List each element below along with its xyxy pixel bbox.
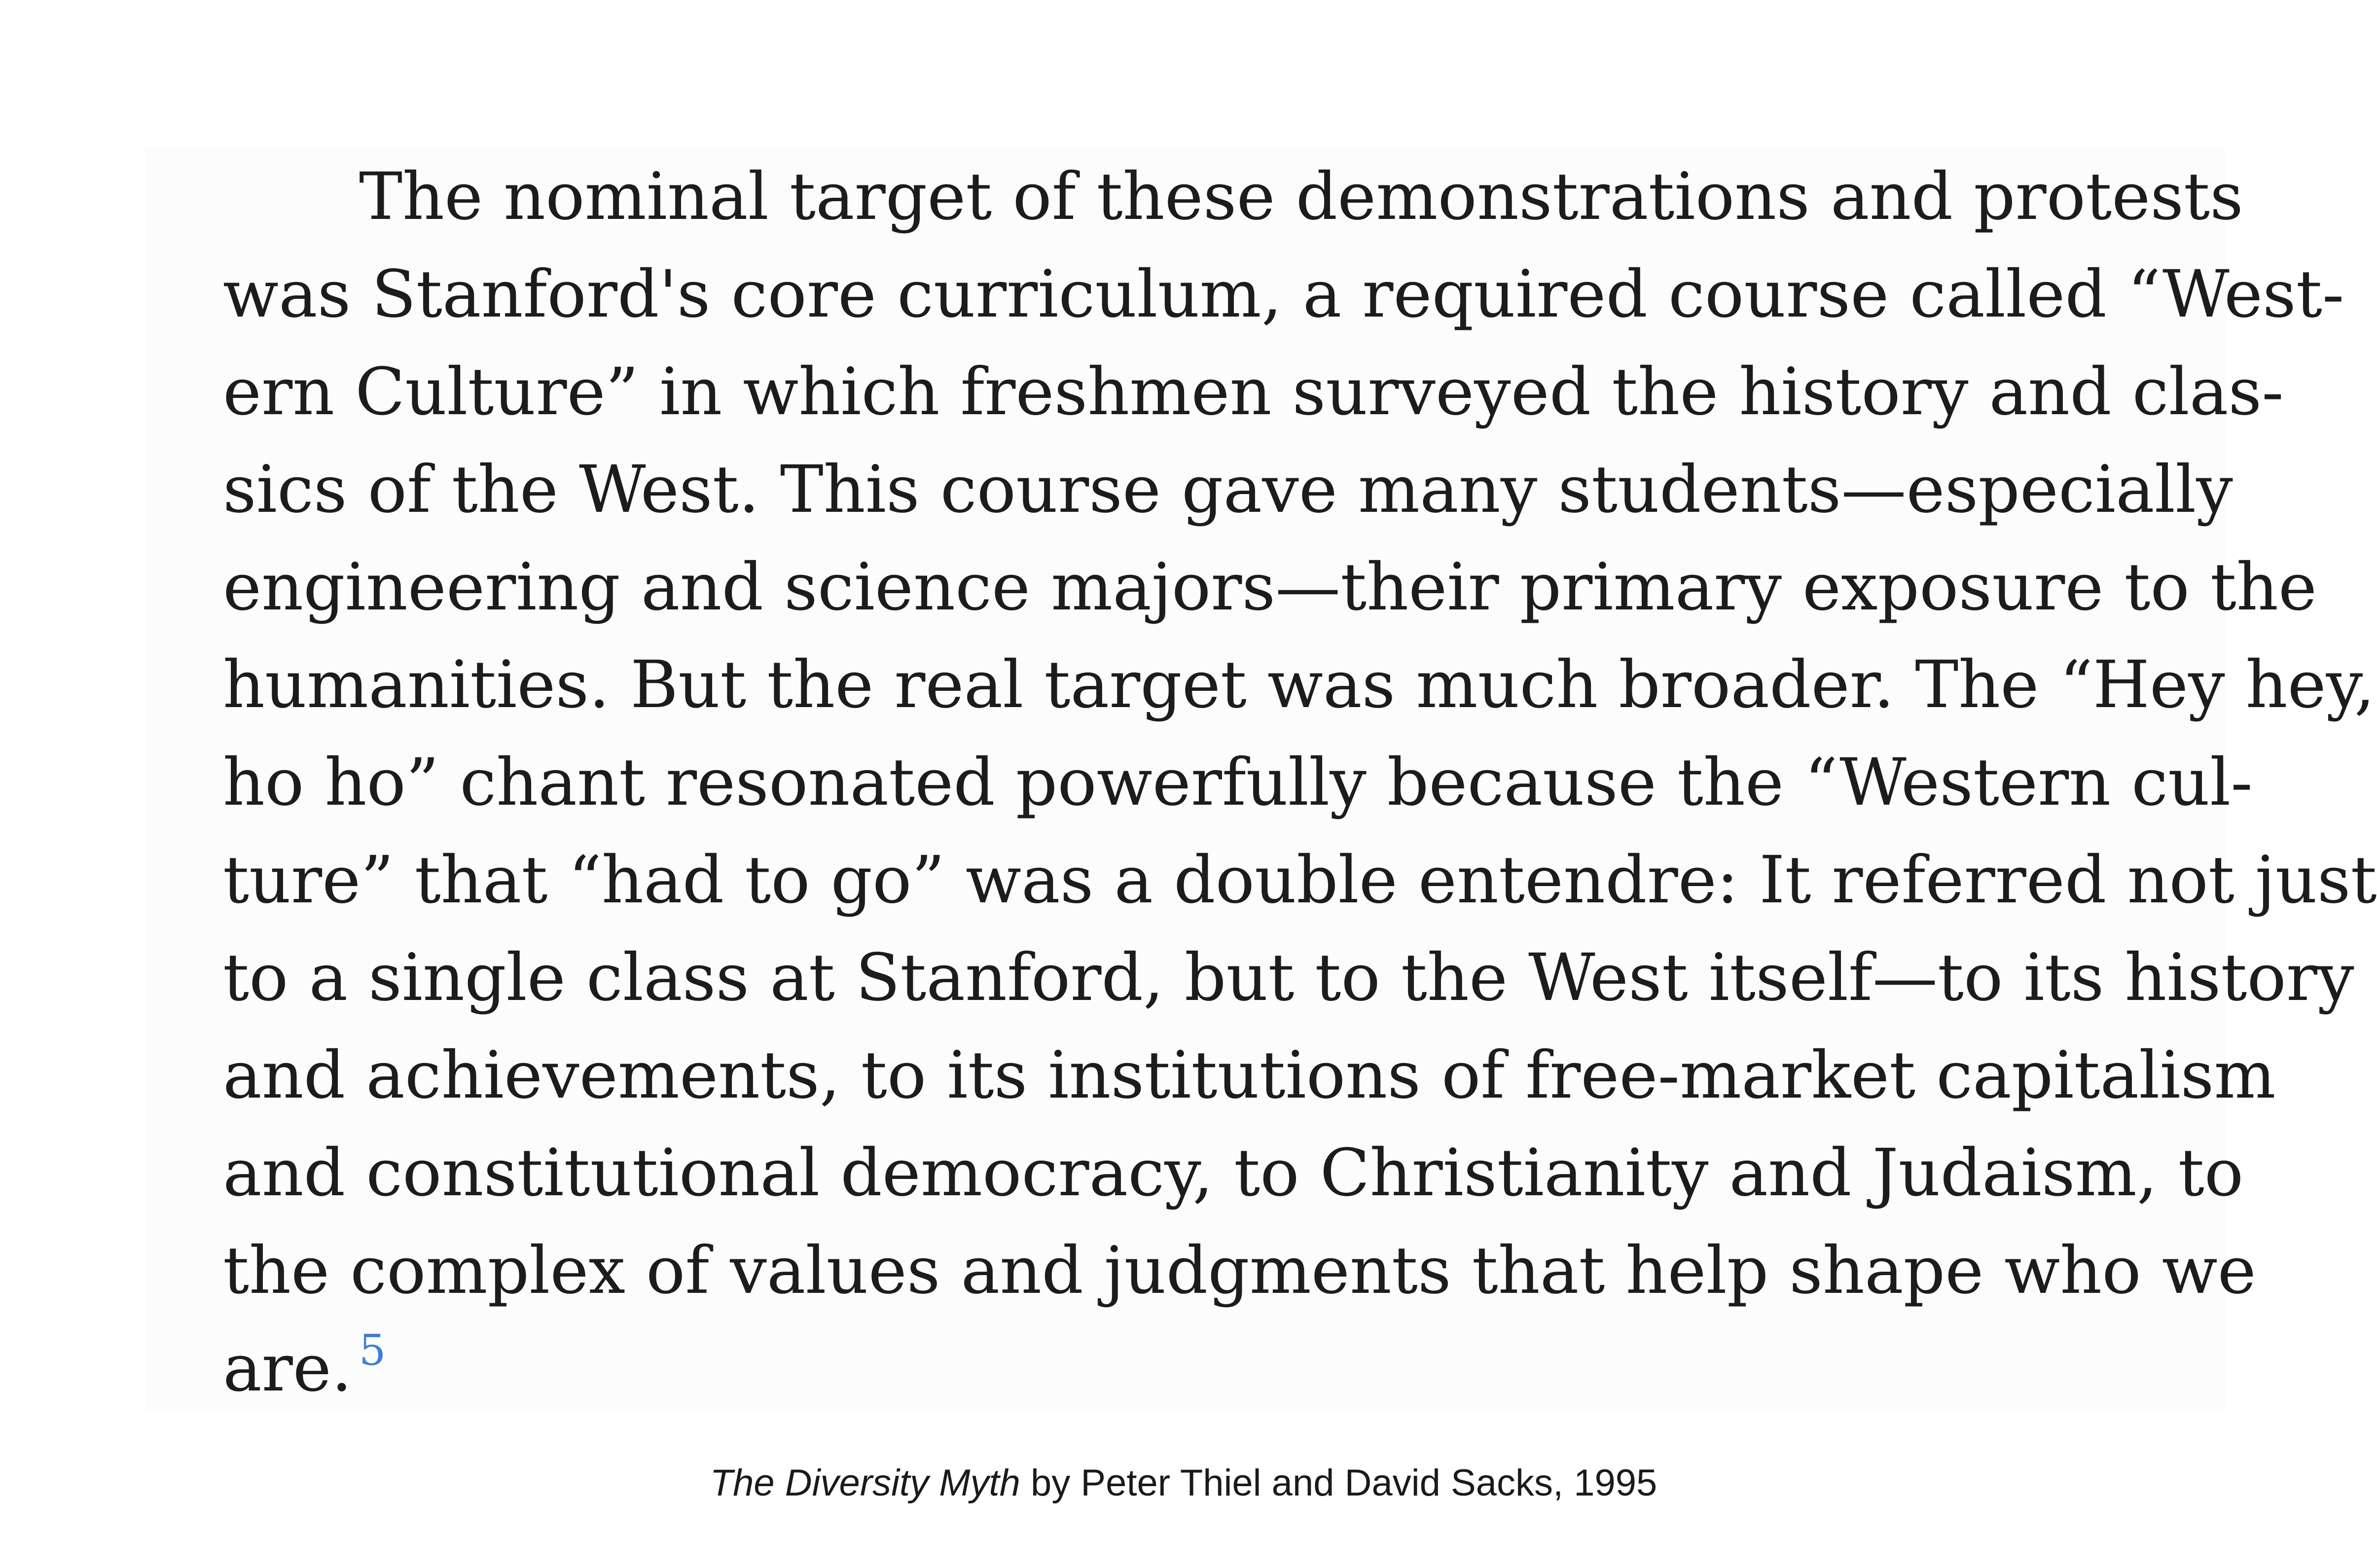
excerpt-line: ture” that “had to go” was a double entendre: It referred not just xyxy=(223,842,2377,918)
excerpt-line: the complex of values and judgments that help shape who we xyxy=(223,1233,2256,1309)
caption-byline: by Peter Thiel and David Sacks, 1995 xyxy=(1020,1462,1657,1504)
excerpt-line: sics of the West. This course gave many students—especially xyxy=(223,452,2233,528)
excerpt-last-line xyxy=(223,1319,2149,1417)
source-caption xyxy=(0,1459,2367,1508)
excerpt-line: ern Culture” in which freshmen surveyed the history and clas- xyxy=(223,354,2284,430)
excerpt-paragraph xyxy=(223,148,2377,1417)
excerpt-last-line-text: are. xyxy=(223,1330,352,1406)
excerpt-line: engineering and science majors—their primary exposure to the xyxy=(223,549,2317,625)
excerpt-line: was Stanford's core curriculum, a required course called “West- xyxy=(223,256,2344,332)
excerpt-line: and achievements, to its institutions of free-market capitalism xyxy=(223,1037,2276,1113)
caption-book-title: The Diversity Myth xyxy=(710,1462,1020,1504)
excerpt-line: humanities. But the real target was much broader. The “Hey hey, xyxy=(223,647,2375,723)
footnote-link[interactable]: 5 xyxy=(359,1326,386,1376)
excerpt-line: ho ho” chant resonated powerfully because the “Western cul- xyxy=(223,745,2253,820)
excerpt-line: to a single class at Stanford, but to the West itself—to its history xyxy=(223,940,2354,1016)
excerpt-line: and constitutional democracy, to Christianity and Judaism, to xyxy=(223,1135,2244,1211)
excerpt-line: The nominal target of these demonstrations and protests xyxy=(359,159,2243,235)
excerpt-panel xyxy=(146,148,2377,1410)
